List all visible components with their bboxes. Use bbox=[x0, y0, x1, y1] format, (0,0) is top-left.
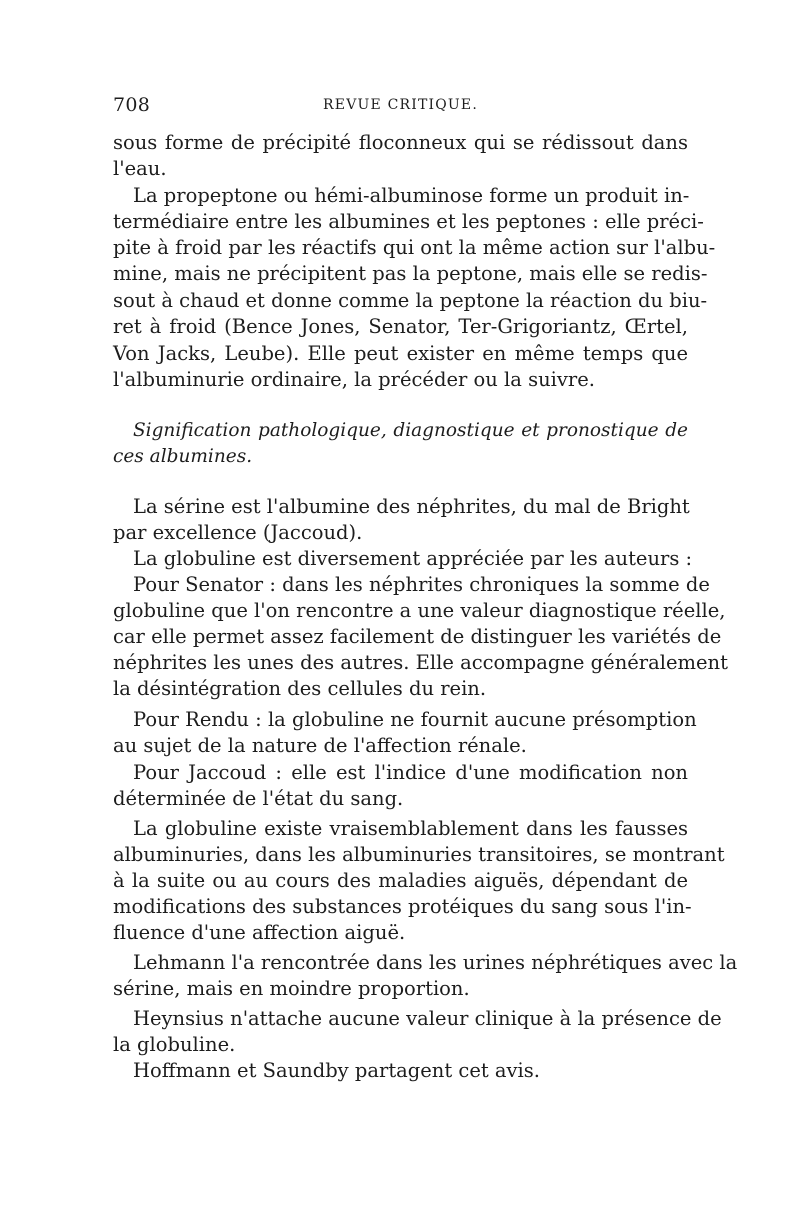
page-header bbox=[113, 94, 688, 120]
text-line: sous forme de précipité floconneux qui se rédissout dans bbox=[113, 131, 688, 154]
text-line: Von Jacks, Leube). Elle peut exister en même temps que bbox=[113, 342, 688, 365]
text-line: sérine, mais en moindre proportion. bbox=[113, 977, 470, 1000]
text-line: modifications des substances protéiques du sang sous l'in- bbox=[113, 895, 692, 918]
text-line: Hoffmann et Saundby partagent cet avis. bbox=[133, 1059, 540, 1082]
text-line: La globuline existe vraisemblablement dans les fausses bbox=[133, 817, 688, 840]
text-line: mine, mais ne précipitent pas la peptone, mais elle se redis- bbox=[113, 262, 708, 285]
text-line: à la suite ou au cours des maladies aiguës, dépendant de bbox=[113, 869, 688, 892]
text-line: globuline que l'on rencontre a une valeur diagnostique réelle, bbox=[113, 599, 726, 622]
text-line: sout à chaud et donne comme la peptone la réaction du biu- bbox=[113, 289, 708, 312]
text-line: termédiaire entre les albumines et les peptones : elle préci- bbox=[113, 210, 704, 233]
text-line: déterminée de l'état du sang. bbox=[113, 787, 404, 810]
text-line: La sérine est l'albumine des néphrites, du mal de Bright bbox=[133, 495, 690, 518]
section-heading: Signification pathologique, diagnostique et pronostique de bbox=[133, 420, 688, 441]
text-line: pite à froid par les réactifs qui ont la même action sur l'albu- bbox=[113, 236, 716, 259]
text-line: par excellence (Jaccoud). bbox=[113, 521, 363, 544]
text-line: au sujet de la nature de l'affection rénale. bbox=[113, 734, 527, 757]
text-line: Pour Senator : dans les néphrites chroniques la somme de bbox=[133, 573, 710, 596]
text-line: néphrites les unes des autres. Elle accompagne généralement bbox=[113, 651, 728, 674]
text-line: Pour Rendu : la globuline ne fournit aucune présomption bbox=[133, 708, 697, 731]
running-head: REVUE CRITIQUE. bbox=[323, 97, 478, 113]
text-line: la globuline. bbox=[113, 1033, 236, 1056]
text-line: car elle permet assez facilement de distinguer les variétés de bbox=[113, 625, 722, 648]
text-line: ret à froid (Bence Jones, Senator, Ter-Grigoriantz, Œrtel, bbox=[113, 315, 688, 338]
text-line: l'eau. bbox=[113, 157, 167, 180]
text-line: Lehmann l'a rencontrée dans les urines néphrétiques avec la bbox=[133, 951, 738, 974]
text-line: la désintégration des cellules du rein. bbox=[113, 677, 487, 700]
page-number: 708 bbox=[113, 94, 151, 116]
text-line: La propeptone ou hémi-albuminose forme un produit in- bbox=[133, 184, 690, 207]
text-line: fluence d'une affection aiguë. bbox=[113, 921, 406, 944]
section-heading: ces albumines. bbox=[113, 446, 253, 467]
text-line: albuminuries, dans les albuminuries transitoires, se montrant bbox=[113, 843, 725, 866]
text-line: La globuline est diversement appréciée par les auteurs : bbox=[133, 547, 693, 570]
text-line: l'albuminurie ordinaire, la précéder ou la suivre. bbox=[113, 368, 595, 391]
text-line: Heynsius n'attache aucune valeur clinique à la présence de bbox=[133, 1007, 722, 1030]
text-line: Pour Jaccoud : elle est l'indice d'une modification non bbox=[133, 761, 688, 784]
